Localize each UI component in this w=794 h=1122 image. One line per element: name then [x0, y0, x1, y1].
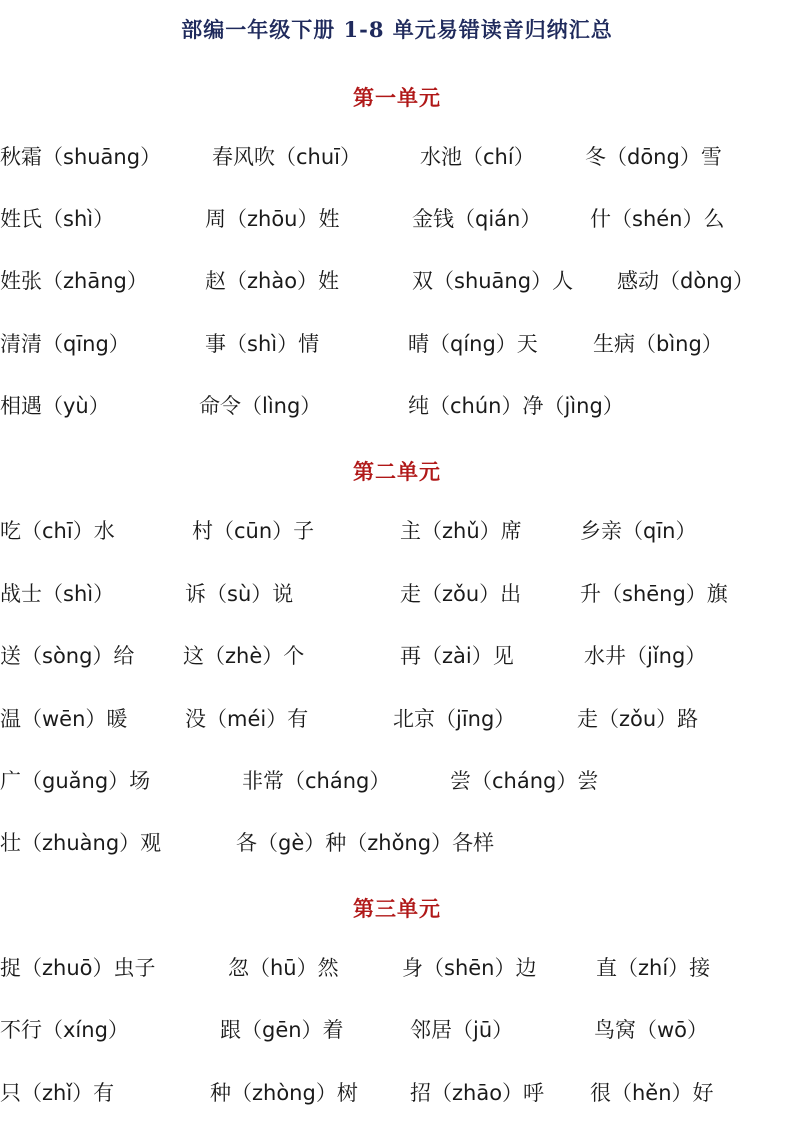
word-item: 捉（zhuō）虫子 [0, 956, 156, 980]
word-item: 赵（zhào）姓 [205, 269, 340, 293]
word-item: 很（hěn）好 [590, 1081, 714, 1105]
word-item: 不行（xíng） [0, 1018, 129, 1042]
word-item: 金钱（qián） [412, 207, 542, 231]
unit-heading: 第一单元 [353, 85, 441, 110]
word-item: 水池（chí） [420, 145, 535, 169]
word-row [0, 389, 794, 423]
word-item: 只（zhǐ）有 [0, 1081, 115, 1105]
unit-heading: 第三单元 [353, 896, 441, 921]
word-item: 跟（gēn）着 [220, 1018, 344, 1042]
word-item: 主（zhǔ）席 [400, 519, 522, 543]
word-row [0, 577, 794, 611]
word-item: 种（zhòng）树 [210, 1081, 358, 1105]
unit-heading: 第二单元 [353, 459, 441, 484]
word-item: 双（shuāng）人 [412, 269, 574, 293]
word-item: 各（gè）种（zhǒng）各样 [236, 831, 495, 855]
word-item: 相遇（yù） [0, 394, 110, 418]
word-row [0, 140, 794, 174]
word-item: 北京（jīng） [393, 707, 516, 731]
word-item: 感动（dòng） [617, 269, 754, 293]
word-item: 非常（cháng） [242, 769, 391, 793]
word-item: 秋霜（shuāng） [0, 145, 162, 169]
word-item: 忽（hū）然 [228, 956, 339, 980]
word-row [0, 264, 794, 298]
word-item: 生病（bìng） [593, 332, 723, 356]
word-item: 升（shēng）旗 [580, 582, 728, 606]
page-title: 部编一年级下册 1-8 单元易错读音归纳汇总 [181, 17, 613, 42]
word-item: 姓张（zhāng） [0, 269, 148, 293]
word-item: 邻居（jū） [410, 1018, 514, 1042]
word-row [0, 951, 794, 985]
word-item: 温（wēn）暖 [0, 707, 128, 731]
word-item: 尝（cháng）尝 [450, 769, 599, 793]
word-item: 晴（qíng）天 [408, 332, 538, 356]
word-item: 纯（chún）净（jìng） [408, 394, 624, 418]
word-item: 身（shēn）边 [402, 956, 537, 980]
word-item: 乡亲（qīn） [580, 519, 697, 543]
word-item: 走（zǒu）路 [577, 707, 699, 731]
word-item: 清清（qīng） [0, 332, 130, 356]
word-row [0, 764, 794, 798]
word-item: 命令（lìng） [199, 394, 322, 418]
word-item: 姓氏（shì） [0, 207, 115, 231]
word-item: 诉（sù）说 [185, 582, 294, 606]
word-item: 水井（jǐng） [584, 644, 707, 668]
word-item: 春风吹（chuī） [212, 145, 361, 169]
word-row [0, 202, 794, 236]
word-item: 事（shì）情 [205, 332, 320, 356]
word-row [0, 1076, 794, 1110]
word-row [0, 639, 794, 673]
word-item: 鸟窝（wō） [594, 1018, 709, 1042]
word-item: 什（shén）么 [590, 207, 725, 231]
word-item: 直（zhí）接 [596, 956, 711, 980]
word-item: 村（cūn）子 [192, 519, 315, 543]
word-row [0, 1013, 794, 1047]
word-row [0, 327, 794, 361]
word-item: 吃（chī）水 [0, 519, 115, 543]
word-item: 走（zǒu）出 [400, 582, 522, 606]
word-item: 广（guǎng）场 [0, 769, 151, 793]
word-row [0, 826, 794, 860]
word-item: 战士（shì） [0, 582, 115, 606]
word-item: 再（zài）见 [400, 644, 514, 668]
word-row [0, 514, 794, 548]
word-row [0, 702, 794, 736]
word-item: 招（zhāo）呼 [410, 1081, 545, 1105]
word-item: 壮（zhuàng）观 [0, 831, 162, 855]
word-item: 这（zhè）个 [183, 644, 305, 668]
word-item: 送（sòng）给 [0, 644, 135, 668]
word-item: 周（zhōu）姓 [205, 207, 340, 231]
word-item: 冬（dōng）雪 [585, 145, 722, 169]
word-item: 没（méi）有 [185, 707, 309, 731]
